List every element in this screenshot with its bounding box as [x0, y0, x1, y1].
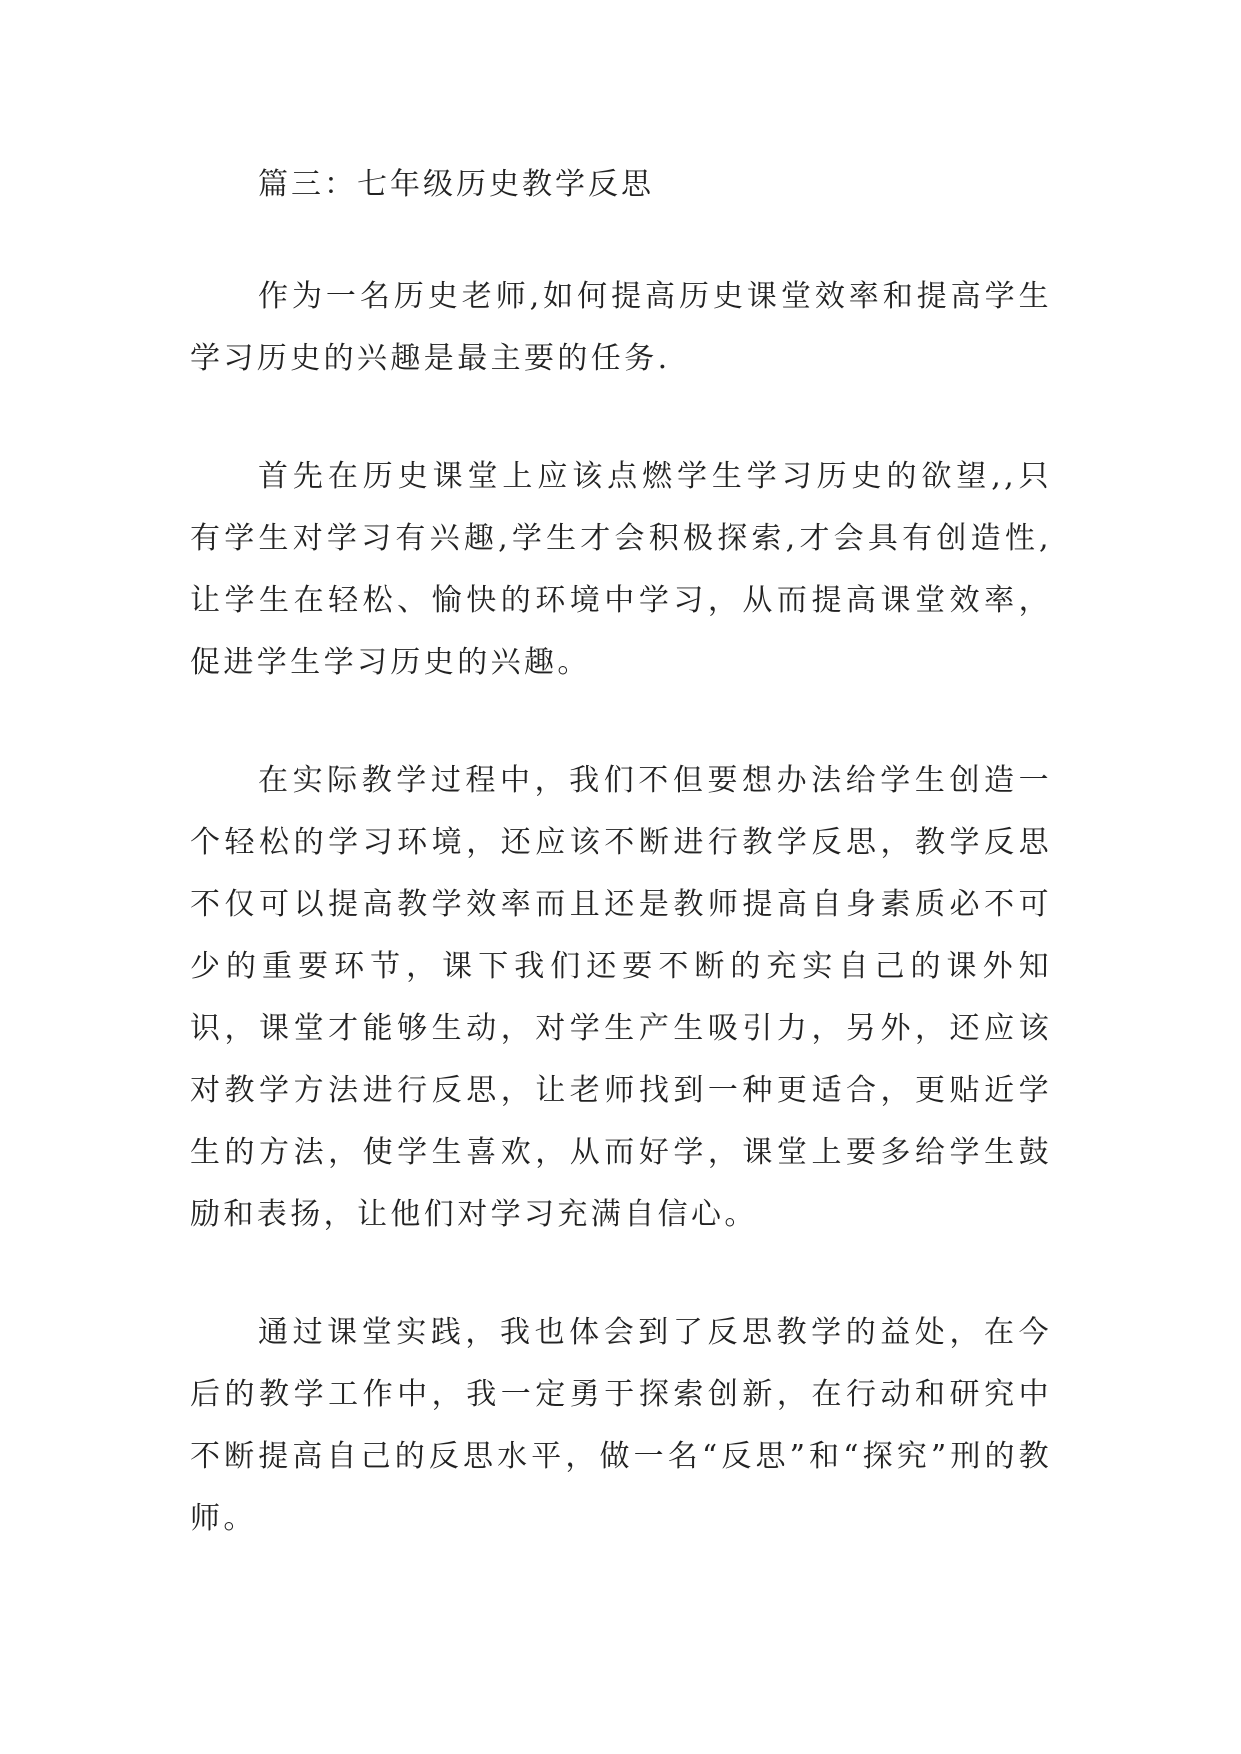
paragraph-4: 通过课堂实践，我也体会到了反思教学的益处，在今后的教学工作中，我一定勇于探索创新，在行动和研究中不断提高自己的反思水平，做一名“反思”和“探究”刑的教师。	[190, 1315, 1052, 1536]
spacer	[190, 210, 1052, 266]
paragraph-3: 在实际教学过程中，我们不但要想办法给学生创造一个轻松的学习环境，还应该不断进行教学反思，教学反思不仅可以提高教学效率而且还是教师提高自身素质必不可少的重要环节，课下我们还要不断的充实自己的课外知识，课堂才能够生动，对学生产生吸引力，另外，还应该对教学方法进行反思，让老师找到一种更适合，更贴近学生的方法，使学生喜欢，从而好学，课堂上要多给学生鼓励和表扬，让他们对学习充满自信心。	[190, 763, 1052, 1232]
document-heading: 篇三：七年级历史教学反思	[258, 167, 654, 202]
paragraph-2: 首先在历史课堂上应该点燃学生学习历史的欲望,,只有学生对学习有兴趣,学生才会积极探索,才会具有创造性,让学生在轻松、愉快的环境中学习，从而提高课堂效率，促进学生学习历史的兴趣。	[190, 459, 1052, 680]
spacer	[190, 390, 1052, 446]
document-body	[190, 160, 1052, 1550]
paragraph-1: 作为一名历史老师,如何提高历史课堂效率和提高学生学习历史的兴趣是最主要的任务.	[190, 279, 1052, 376]
spacer	[190, 1246, 1052, 1302]
spacer	[190, 694, 1052, 750]
